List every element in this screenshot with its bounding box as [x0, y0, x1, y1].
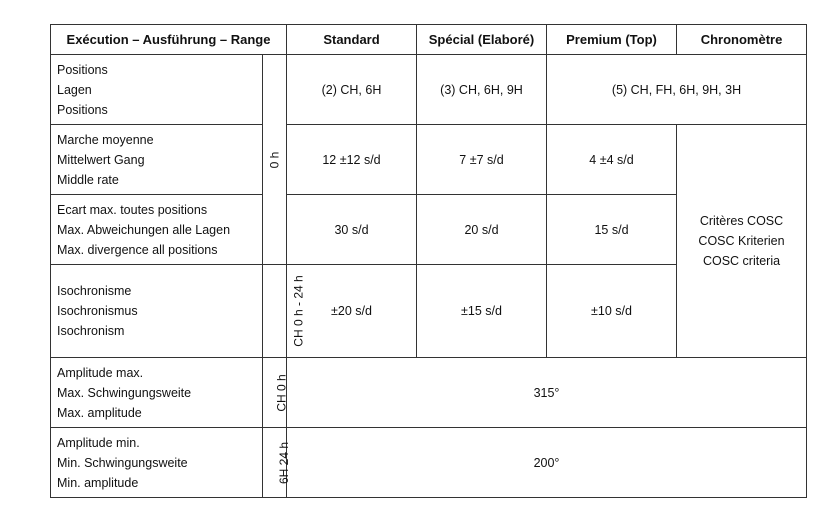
divergence-premium: 15 s/d	[547, 195, 677, 265]
table-row	[51, 428, 807, 498]
label-de: Min. Schwingungsweite	[57, 455, 188, 470]
middle-rate-label	[51, 125, 263, 195]
label-fr: Amplitude min.	[57, 435, 140, 450]
cosc-en: COSC criteria	[702, 254, 781, 268]
label-en: Middle rate	[57, 172, 119, 187]
label-de: Isochronismus	[57, 304, 138, 318]
amp-max-value: 315°	[287, 358, 807, 428]
label-en: Isochronism	[57, 324, 125, 338]
label-de: Max. Abweichungen alle Lagen	[57, 222, 231, 237]
header-chronometre: Chronomètre	[677, 25, 807, 55]
header-row	[51, 25, 807, 55]
label-fr: Marche moyenne	[57, 132, 154, 147]
isochronism-special: ±15 s/d	[417, 265, 547, 358]
isochronism-label	[51, 265, 263, 358]
header-range: Exécution – Ausführung – Range	[51, 25, 287, 55]
header-special: Spécial (Elaboré)	[417, 25, 547, 55]
cosc-de: COSC Kriterien	[698, 234, 785, 248]
label-fr: Amplitude max.	[57, 365, 144, 380]
label-en: Positions	[57, 102, 108, 117]
label-de: Lagen	[57, 82, 92, 97]
label-en: Max. divergence all positions	[57, 242, 218, 257]
divergence-standard: 30 s/d	[287, 195, 417, 265]
positions-special: (3) CH, 6H, 9H	[417, 55, 547, 125]
isochronism-premium: ±10 s/d	[547, 265, 677, 358]
middle-rate-premium: 4 ±4 s/d	[547, 125, 677, 195]
header-premium: Premium (Top)	[547, 25, 677, 55]
positions-label	[51, 55, 263, 125]
positions-standard: (2) CH, 6H	[287, 55, 417, 125]
divergence-label	[51, 195, 263, 265]
cosc-criteria	[677, 125, 807, 358]
label-en: Min. amplitude	[57, 475, 139, 490]
header-standard: Standard	[287, 25, 417, 55]
divergence-special: 20 s/d	[417, 195, 547, 265]
middle-rate-standard: 12 ±12 s/d	[287, 125, 417, 195]
specification-table	[50, 24, 807, 498]
label-fr: Ecart max. toutes positions	[57, 202, 208, 217]
table-row	[51, 125, 807, 195]
table-row	[51, 358, 807, 428]
condition-zero-h: 0 h	[263, 55, 287, 265]
positions-premium-chrono: (5) CH, FH, 6H, 9H, 3H	[547, 55, 807, 125]
label-fr: Positions	[57, 62, 108, 77]
label-de: Max. Schwingungsweite	[57, 385, 192, 400]
middle-rate-special: 7 ±7 s/d	[417, 125, 547, 195]
condition-ch-0-24: CH 0 h - 24 h	[263, 265, 287, 358]
condition-ch-0: CH 0 h	[263, 358, 287, 428]
label-fr: Isochronisme	[57, 284, 132, 298]
label-de: Mittelwert Gang	[57, 152, 145, 167]
amp-min-value: 200°	[287, 428, 807, 498]
amp-max-label	[51, 358, 263, 428]
label-en: Max. amplitude	[57, 405, 142, 420]
cosc-fr: Critères COSC	[699, 214, 784, 228]
isochronism-standard: ±20 s/d	[287, 265, 417, 358]
table-row	[51, 55, 807, 125]
condition-6h-24: 6H 24 h	[263, 428, 287, 498]
amp-min-label	[51, 428, 263, 498]
